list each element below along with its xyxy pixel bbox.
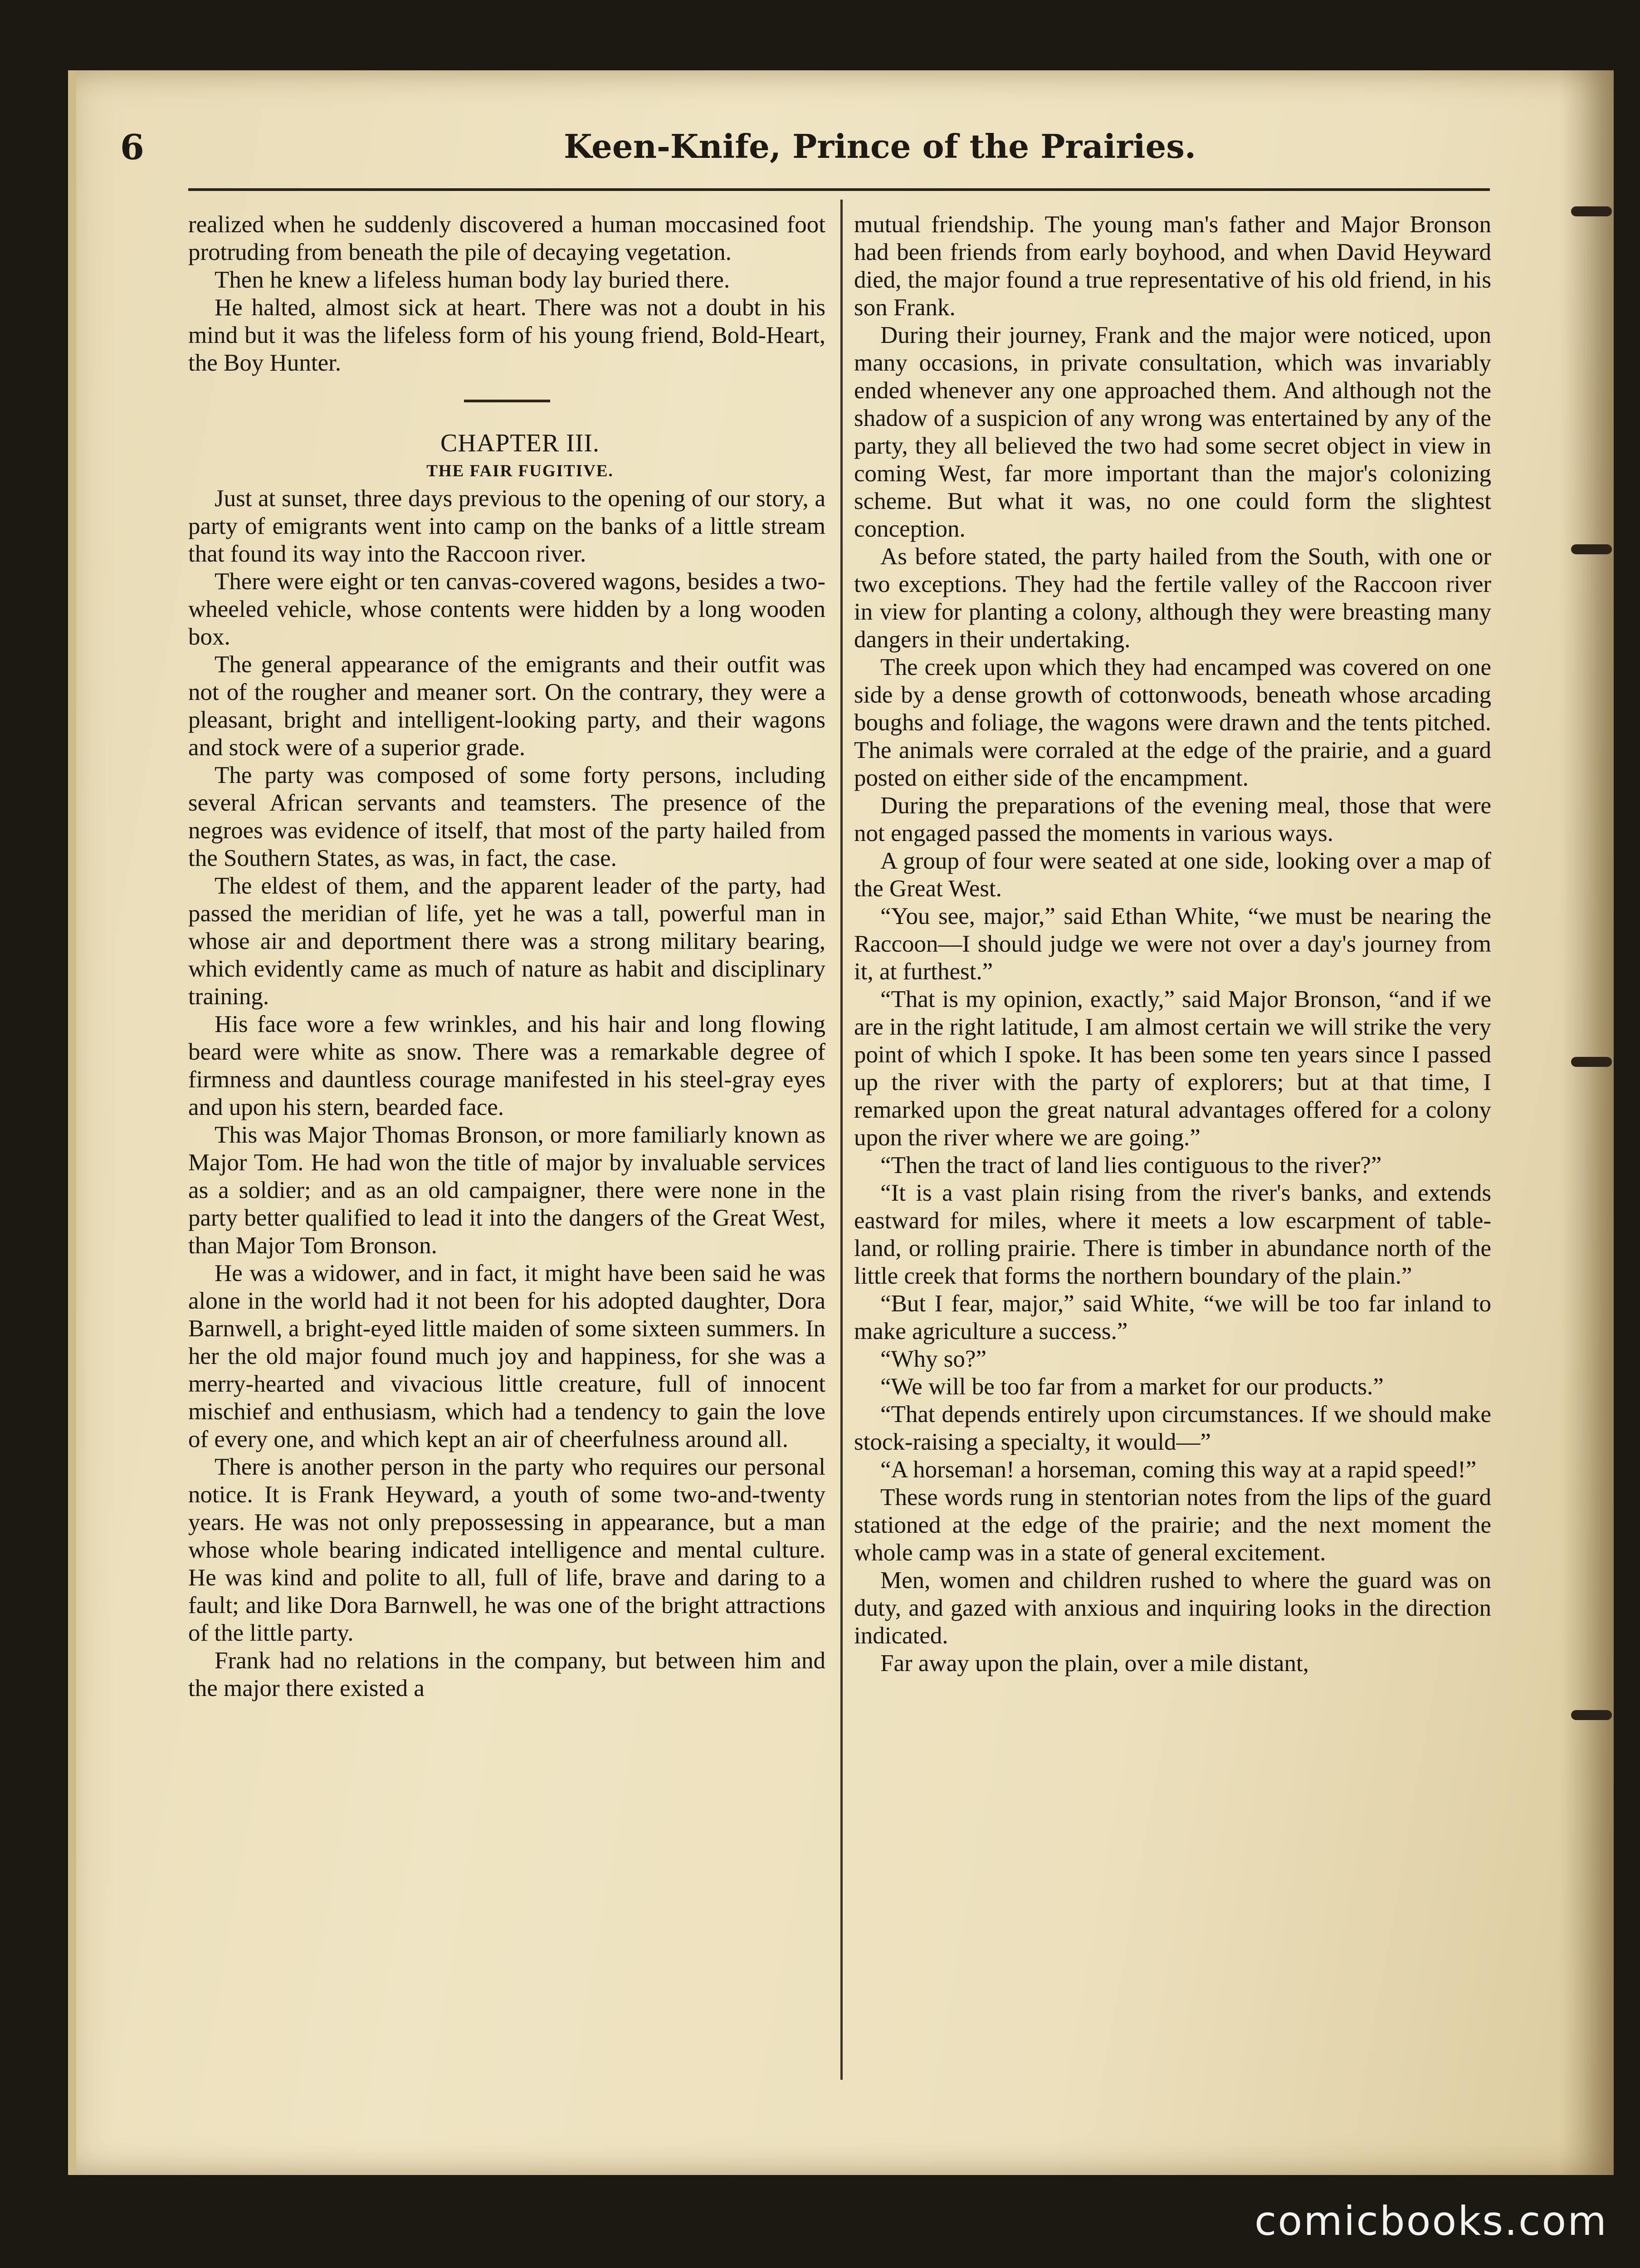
paragraph: Then he knew a lifeless human body lay buried there.	[215, 267, 730, 293]
paragraph: There is another person in the party who requires our personal notice. It is Frank Heyward, a youth of some two-and-twenty years. He was not only prepossessing in appearance, but a man whose whole bearing indicated intelligence and mental culture. He was kind and polite to all, full of life, brave and daring to a fault; and like Dora Barnwell, he was one of the bright attractions of the little party.	[188, 1454, 825, 1646]
paragraph: “Why so?”	[880, 1346, 986, 1372]
chapter-separator-rule	[464, 400, 550, 402]
binding-staple	[1571, 1710, 1612, 1720]
paragraph: Just at sunset, three days previous to the opening of our story, a party of emigrants went into camp on the banks of a little stream that found its way into the Raccoon river.	[188, 485, 825, 567]
binding-staple	[1571, 544, 1612, 554]
chapter-title: CHAPTER III.	[440, 429, 600, 457]
paragraph: These words rung in stentorian notes from the lips of the guard stationed at the edge of the prairie; and the next moment the whole camp was in a state of general excitement.	[854, 1484, 1491, 1566]
paragraph: “That is my opinion, exactly,” said Major Bronson, “and if we are in the right latitude, I am almost certain we will strike the very point of which I spoke. It has been some ten years since I passed up the river with the party of explorers; but at that time, I remarked upon the great natural advantages offered for a colony upon the river where we are going.”	[854, 986, 1491, 1151]
paragraph: The creek upon which they had encamped was covered on one side by a dense growth of cottonwoods, beneath whose arcading boughs and foliage, the wagons were drawn and the tents pitched. The animals were corraled at the edge of the prairie, and a guard posted on either side of the encampment.	[854, 654, 1491, 791]
paragraph: This was Major Thomas Bronson, or more familiarly known as Major Tom. He had won the title of major by invaluable services as a soldier; and as an old campaigner, there were none in the party better qualified to lead it into the dangers of the Great West, than Major Tom Bronson.	[188, 1122, 825, 1259]
paragraph: During their journey, Frank and the major were noticed, upon many occasions, in private consultation, which was invariably ended whenever any one approached them. And although not the shadow of a suspicion of any wrong was entertained by any of the party, they all believed the two had some secret object in view in coming West, far more important than the major's colonizing scheme. But what it was, no one could form the slightest conception.	[854, 322, 1491, 542]
chapter-subtitle: THE FAIR FUGITIVE.	[426, 462, 614, 480]
paragraph: “But I fear, major,” said White, “we will be too far inland to make agriculture a success.”	[854, 1290, 1491, 1344]
paragraph: Frank had no relations in the company, but between him and the major there existed a	[188, 1647, 825, 1701]
paragraph: Men, women and children rushed to where the guard was on duty, and gazed with anxious and inquiring looks in the direction indicated.	[854, 1567, 1491, 1649]
site-watermark: comicbooks.com	[1254, 2198, 1608, 2244]
right-column	[854, 211, 1491, 1677]
binding-staple	[1571, 1057, 1612, 1067]
paragraph: A group of four were seated at one side, looking over a map of the Great West.	[854, 848, 1491, 902]
left-column	[188, 211, 825, 1702]
paragraph: There were eight or ten canvas-covered wagons, besides a two-wheeled vehicle, whose contents were hidden by a long wooden box.	[188, 568, 825, 650]
paragraph: The general appearance of the emigrants and their outfit was not of the rougher and meaner sort. On the contrary, they were a pleasant, bright and intelligent-looking party, and their wagons and stock were of a superior grade.	[188, 651, 825, 761]
paragraph: The party was composed of some forty persons, including several African servants and teamsters. The presence of the negroes was evidence of itself, that most of the party hailed from the Southern States, as was, in fact, the case.	[188, 762, 825, 871]
paragraph: “Then the tract of land lies contiguous to the river?”	[880, 1152, 1382, 1178]
paragraph: As before stated, the party hailed from the South, with one or two exceptions. They had the fertile valley of the Raccoon river in view for planting a colony, although they were breasting many dangers in their undertaking.	[854, 543, 1491, 653]
paragraph: During the preparations of the evening meal, those that were not engaged passed the moments in various ways.	[854, 792, 1491, 846]
paragraph: “We will be too far from a market for our products.”	[880, 1374, 1384, 1400]
paragraph: “A horseman! a horseman, coming this way at a rapid speed!”	[880, 1457, 1477, 1483]
paragraph: The eldest of them, and the apparent leader of the party, had passed the meridian of life, yet he was a tall, powerful man in whose air and deportment there was a strong military bearing, which evidently came as much of nature as habit and disciplinary training.	[188, 873, 825, 1010]
header-rule	[188, 188, 1490, 191]
binding-staple	[1571, 206, 1612, 216]
paragraph: “That depends entirely upon circumstances. If we should make stock-raising a specialty, it would—”	[854, 1401, 1491, 1455]
paragraph: realized when he suddenly discovered a human moccasined foot protruding from beneath the pile of decaying vegetation.	[188, 211, 825, 265]
page-spine-shadow	[1559, 70, 1614, 2175]
paragraph: “You see, major,” said Ethan White, “we must be nearing the Raccoon—I should judge we were not over a day's journey from it, at furthest.”	[854, 903, 1491, 985]
paragraph: mutual friendship. The young man's father and Major Bronson had been friends from early boyhood, and when David Heyward died, the major found a true representative of his old friend, in his son Frank.	[854, 211, 1491, 321]
page-number: 6	[120, 127, 144, 167]
paragraph: Far away upon the plain, over a mile distant,	[880, 1650, 1309, 1677]
column-divider	[840, 200, 843, 2080]
paragraph: “It is a vast plain rising from the river's banks, and extends eastward for miles, where it meets a low escarpment of table-land, or rolling prairie. There is timber in abundance north of the little creek that forms the northern boundary of the plain.”	[854, 1180, 1491, 1289]
paragraph: His face wore a few wrinkles, and his hair and long flowing beard were white as snow. There was a remarkable degree of firmness and dauntless courage manifested in his steel-gray eyes and upon his stern, bearded face.	[188, 1011, 825, 1120]
paragraph: He was a widower, and in fact, it might have been said he was alone in the world had it not been for his adopted daughter, Dora Barnwell, a bright-eyed little maiden of some sixteen summers. In her the old major found much joy and happiness, for she was a merry-hearted and vivacious little creature, full of innocent mischief and enthusiasm, which had a tendency to gain the love of every one, and which kept an air of cheerfulness around all.	[188, 1260, 825, 1452]
paragraph: He halted, almost sick at heart. There was not a doubt in his mind but it was the lifeless form of his young friend, Bold-Heart, the Boy Hunter.	[188, 294, 825, 376]
running-head-title: Keen-Knife, Prince of the Prairies.	[564, 127, 1196, 166]
